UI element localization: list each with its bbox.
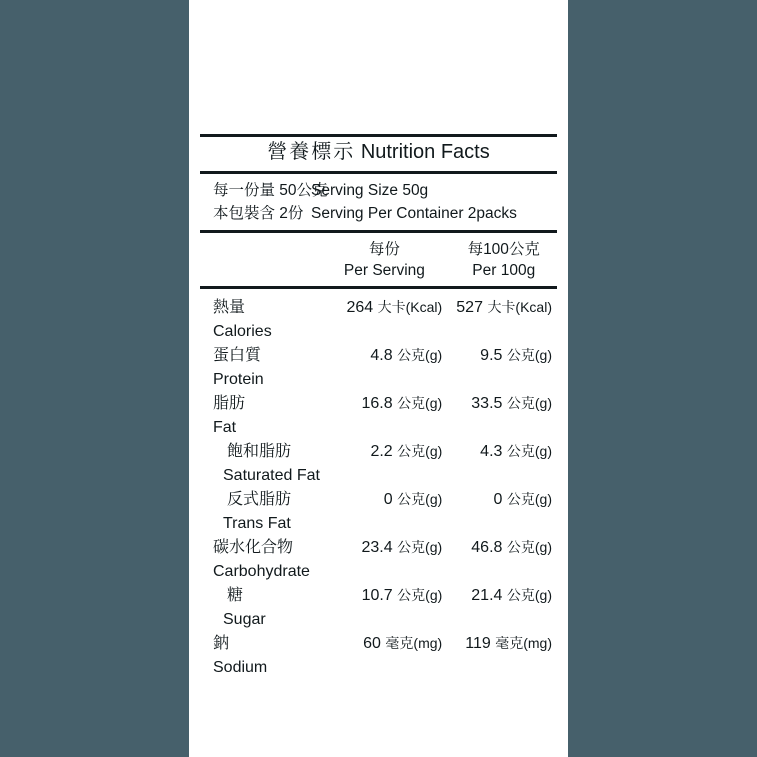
nutrient-per-serving-value: 2.2: [370, 443, 393, 460]
nutrient-name-en-row: [199, 656, 558, 679]
nutrient-name-cn: 飽和脂肪: [227, 443, 292, 460]
nutrient-per-serving-value: 0: [383, 491, 393, 508]
table-row: [199, 535, 558, 560]
nutrient-per-serving-unit: 公克(g): [397, 347, 443, 363]
nutrient-name-en-row: [199, 464, 558, 487]
nutrient-name-en-row: [199, 368, 558, 391]
nutrient-name-en-row: [199, 512, 558, 535]
nutrient-name-en: Calories: [213, 323, 272, 340]
nutrient-per-serving-value: 4.8: [370, 347, 393, 364]
nutrient-name-cn: 脂肪: [213, 395, 246, 412]
nutrient-per-100g-value: 46.8: [471, 539, 503, 556]
nutrient-per-serving-value: 16.8: [361, 395, 393, 412]
nutrient-name-cn: 反式脂肪: [227, 491, 292, 508]
nutrient-name-cn: 蛋白質: [213, 347, 262, 364]
column-headers-en-row: [199, 260, 558, 281]
nutrient-per-serving-unit: 毫克(mg): [385, 635, 443, 651]
nutrient-per-serving: [319, 487, 448, 512]
column-header-per-serving-en: Per Serving: [343, 262, 425, 279]
nutrient-per-100g-value: 119: [465, 635, 491, 652]
table-row: [199, 487, 558, 512]
label-title: [199, 137, 558, 171]
label-panel: [189, 0, 568, 757]
nutrient-per-100g: [448, 391, 558, 416]
serving-container-row: [199, 202, 558, 225]
nutrient-per-100g-unit: 公克(g): [506, 443, 552, 459]
nutrient-name-en: Sugar: [223, 611, 266, 628]
nutrient-per-100g-value: 4.3: [480, 443, 503, 460]
nutrient-per-100g-value: 527: [456, 299, 483, 316]
nutrient-per-100g-value: 33.5: [471, 395, 503, 412]
serving-info: [199, 174, 558, 230]
nutrient-name-en: Protein: [213, 371, 264, 388]
nutrient-name-en: Saturated Fat: [223, 467, 320, 484]
nutrient-per-serving-value: 264: [346, 299, 374, 316]
serving-container-en: Serving Per Container 2packs: [311, 205, 517, 222]
nutrient-per-serving: [319, 391, 448, 416]
nutrient-per-serving: [319, 343, 448, 368]
nutrient-per-100g: [448, 535, 558, 560]
nutrient-name-en: Carbohydrate: [213, 563, 310, 580]
nutrient-name-en-row: [199, 560, 558, 583]
nutrient-per-100g-unit: 公克(g): [506, 395, 552, 411]
nutrient-name-en: Sodium: [213, 659, 268, 676]
nutrient-per-100g: [448, 583, 558, 608]
nutrient-per-serving-unit: 公克(g): [397, 539, 443, 555]
nutrient-per-100g: [448, 343, 558, 368]
nutrient-per-100g-unit: 大卡(Kcal): [487, 299, 552, 315]
nutrient-list: [199, 289, 558, 689]
nutrient-per-100g-unit: 公克(g): [506, 491, 552, 507]
nutrient-per-serving-unit: 公克(g): [397, 443, 443, 459]
nutrient-name-en-row: [199, 416, 558, 439]
nutrient-per-100g-unit: 公克(g): [506, 539, 552, 555]
nutrient-name-cn: 碳水化合物: [213, 539, 294, 556]
nutrient-per-100g: [448, 439, 558, 464]
column-header-per-100g-cn: 每100公克: [467, 241, 540, 258]
serving-size-en: Serving Size 50g: [311, 182, 429, 199]
column-header-per-serving-cn: 每份: [368, 241, 400, 258]
nutrient-per-100g: [448, 295, 558, 320]
nutrient-per-serving-unit: 公克(g): [397, 395, 443, 411]
column-header-spacer-2: [199, 260, 319, 281]
nutrient-name-cn: 糖: [227, 587, 244, 604]
table-row: [199, 631, 558, 656]
serving-size-cn: 每一份量 50公克: [213, 182, 328, 199]
nutrient-per-100g: [448, 631, 558, 656]
nutrient-per-serving-value: 60: [363, 635, 381, 652]
nutrient-per-100g-unit: 公克(g): [506, 587, 552, 603]
nutrient-per-serving-unit: 大卡(Kcal): [377, 299, 443, 315]
nutrient-per-serving: [319, 295, 448, 320]
nutrient-per-serving-unit: 公克(g): [397, 587, 443, 603]
nutrient-per-100g-value: 0: [493, 491, 503, 508]
column-headers-cn-row: [199, 239, 558, 260]
nutrient-name-en-row: [199, 320, 558, 343]
nutrient-per-serving-value: 10.7: [361, 587, 393, 604]
nutrient-per-serving: [319, 583, 448, 608]
nutrient-per-100g-unit: 毫克(mg): [495, 635, 552, 651]
table-row: [199, 343, 558, 368]
table-row: [199, 295, 558, 320]
nutrient-per-serving-value: 23.4: [361, 539, 393, 556]
serving-container-cn: 本包裝含 2份: [213, 205, 304, 222]
nutrient-per-serving-unit: 公克(g): [397, 491, 443, 507]
nutrient-per-100g-unit: 公克(g): [506, 347, 552, 363]
nutrient-name-en: Trans Fat: [223, 515, 291, 532]
nutrient-name-cn: 熱量: [213, 299, 246, 316]
nutrient-per-serving: [319, 439, 448, 464]
nutrient-per-serving: [319, 631, 448, 656]
label-title-en: Nutrition Facts: [360, 141, 490, 163]
column-header-spacer: [199, 239, 319, 260]
nutrient-name-cn: 鈉: [213, 635, 230, 652]
nutrition-facts-label: [189, 134, 568, 689]
column-headers: [199, 233, 558, 286]
nutrient-per-100g-value: 9.5: [480, 347, 503, 364]
table-row: [199, 391, 558, 416]
table-row: [199, 439, 558, 464]
column-header-per-100g-en: Per 100g: [472, 262, 536, 279]
nutrient-per-100g: [448, 487, 558, 512]
nutrient-name-en-row: [199, 608, 558, 631]
nutrient-per-serving: [319, 535, 448, 560]
nutrient-per-100g-value: 21.4: [471, 587, 503, 604]
table-row: [199, 583, 558, 608]
nutrient-name-en: Fat: [213, 419, 237, 436]
label-title-cn: 營養標示: [267, 141, 356, 163]
serving-size-row: [199, 179, 558, 202]
